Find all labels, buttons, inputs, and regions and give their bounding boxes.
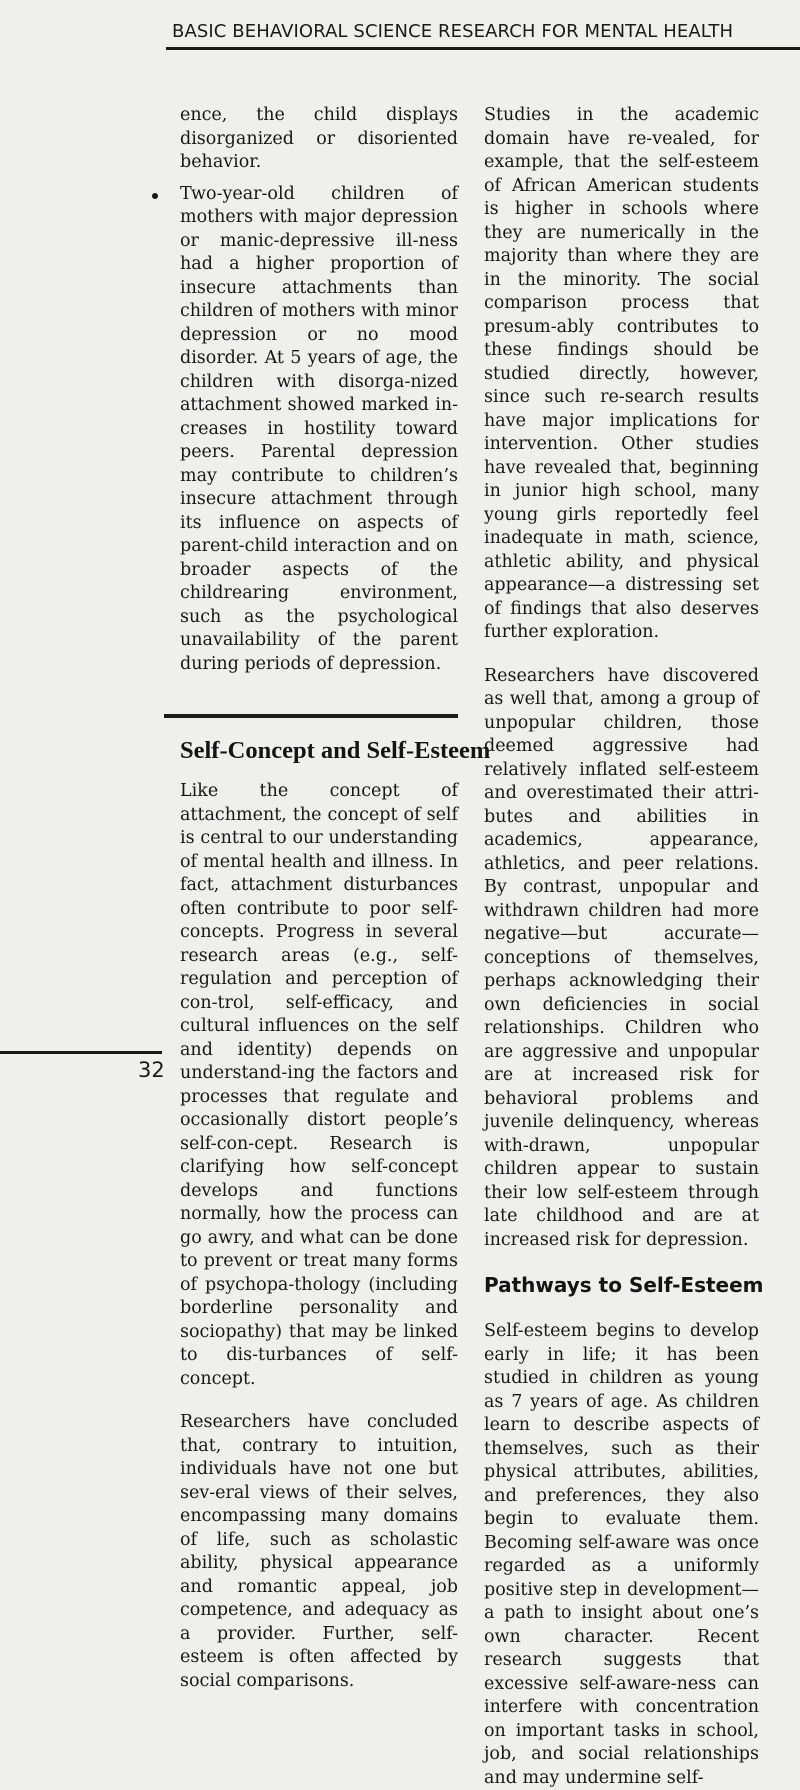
right-column (484, 104, 764, 1790)
left-column (180, 104, 491, 1693)
self-concept-paragraph: Like the concept of attachment, the concept of self is central to our understanding of mental health and illness. In fact, attachment disturbances often contribute to poor self-concepts. Progress in several research areas (e.g., self-regulation and perception of con-trol, self-efficacy, and cultural influences on the self and identity) depends on understand-ing the factors and processes that regulate and occasionally distort people’s self-con-cept. Research is clarifying how self-concept develops and functions normally, how the process can go awry, and what can be done to prevent or treat many forms of psychopa-thology (including borderline personality and sociopathy) that may be linked to dis-turbances of self-concept. (180, 781, 458, 1389)
bullet-icon (152, 193, 158, 199)
multiple-selves-paragraph: Researchers have concluded that, contrary to intuition, individuals have not one but sev-eral views of their selves, encompassing many domains of life, such as scholastic ability, physical appearance and romantic appeal, job competence, and adequacy as a provider. Further, self-esteem is often affected by social comparisons. (180, 1412, 458, 1691)
section-heading: Self-Concept and Self-Esteem (180, 737, 491, 764)
unpopular-children-paragraph: Researchers have discovered as well that, among a group of unpopular children, those deemed aggressive had relatively inflated self-esteem and overestimated their attri-butes and abilities in academics, appearance, athletics, and peer relations. By contrast, unpopular and withdrawn children had more negative—but accurate—conceptions of themselves, perhaps acknowledging their own deficiencies in social relationships. Children who are aggressive and unpopular are at increased risk for behavioral problems and juvenile delinquency, whereas with-drawn, unpopular children appear to sustain their low self-esteem through late childhood and are at increased risk for depression. (484, 665, 759, 1250)
academic-domain-paragraph: Studies in the academic domain have re-vealed, for example, that the self-esteem of African American students is higher in schools where they are numerically in the majority than where they are in the minority. The social comparison process that presum-ably contributes to these findings should be studied directly, however, since such re-search results have major implications for intervention. Other studies have revealed that, beginning in junior high school, many young girls reportedly feel inadequate in math, science, athletic ability, and physical appearance—a distressing set of findings that also deserves further exploration. (484, 105, 759, 642)
bullet-text: Two-year-old children of mothers with major depression or manic-depressive ill-ness had a higher proportion of insecure attachments than children of mothers with minor depression or no mood disorder. At 5 years of age, the children with disorga-nized attachment showed marked in-creases in hostility toward peers. Parental depression may contribute to children’s insecure attachment through its influence on aspects of parent-child interaction and on broader aspects of the childrearing environment, such as the psychological unavailability of the parent during periods of depression. (180, 183, 458, 674)
continuation-paragraph: ence, the child displays disorganized or disoriented behavior. (180, 105, 458, 172)
sub-heading: Pathways to Self-Esteem (484, 1273, 764, 1297)
header-rule (166, 47, 800, 50)
page-number: 32 (138, 1058, 165, 1082)
pathways-paragraph: Self-esteem begins to develop early in life; it has been studied in children as young as 7 years of age. As children learn to describe aspects of themselves, such as their physical attributes, abilities, and preferences, they also begin to evaluate them. Becoming self-aware was once regarded as a uniformly positive step in development—a path to insight about one’s own character. Recent research suggests that excessive self-aware-ness can interfere with concentration on important tasks in school, job, and social relationships and may undermine self- (484, 1321, 759, 1788)
running-header: BASIC BEHAVIORAL SCIENCE RESEARCH FOR MENTAL HEALTH (172, 21, 734, 42)
bullet-item (180, 183, 458, 677)
section-rule (164, 714, 458, 718)
footer-rule (0, 1051, 162, 1054)
